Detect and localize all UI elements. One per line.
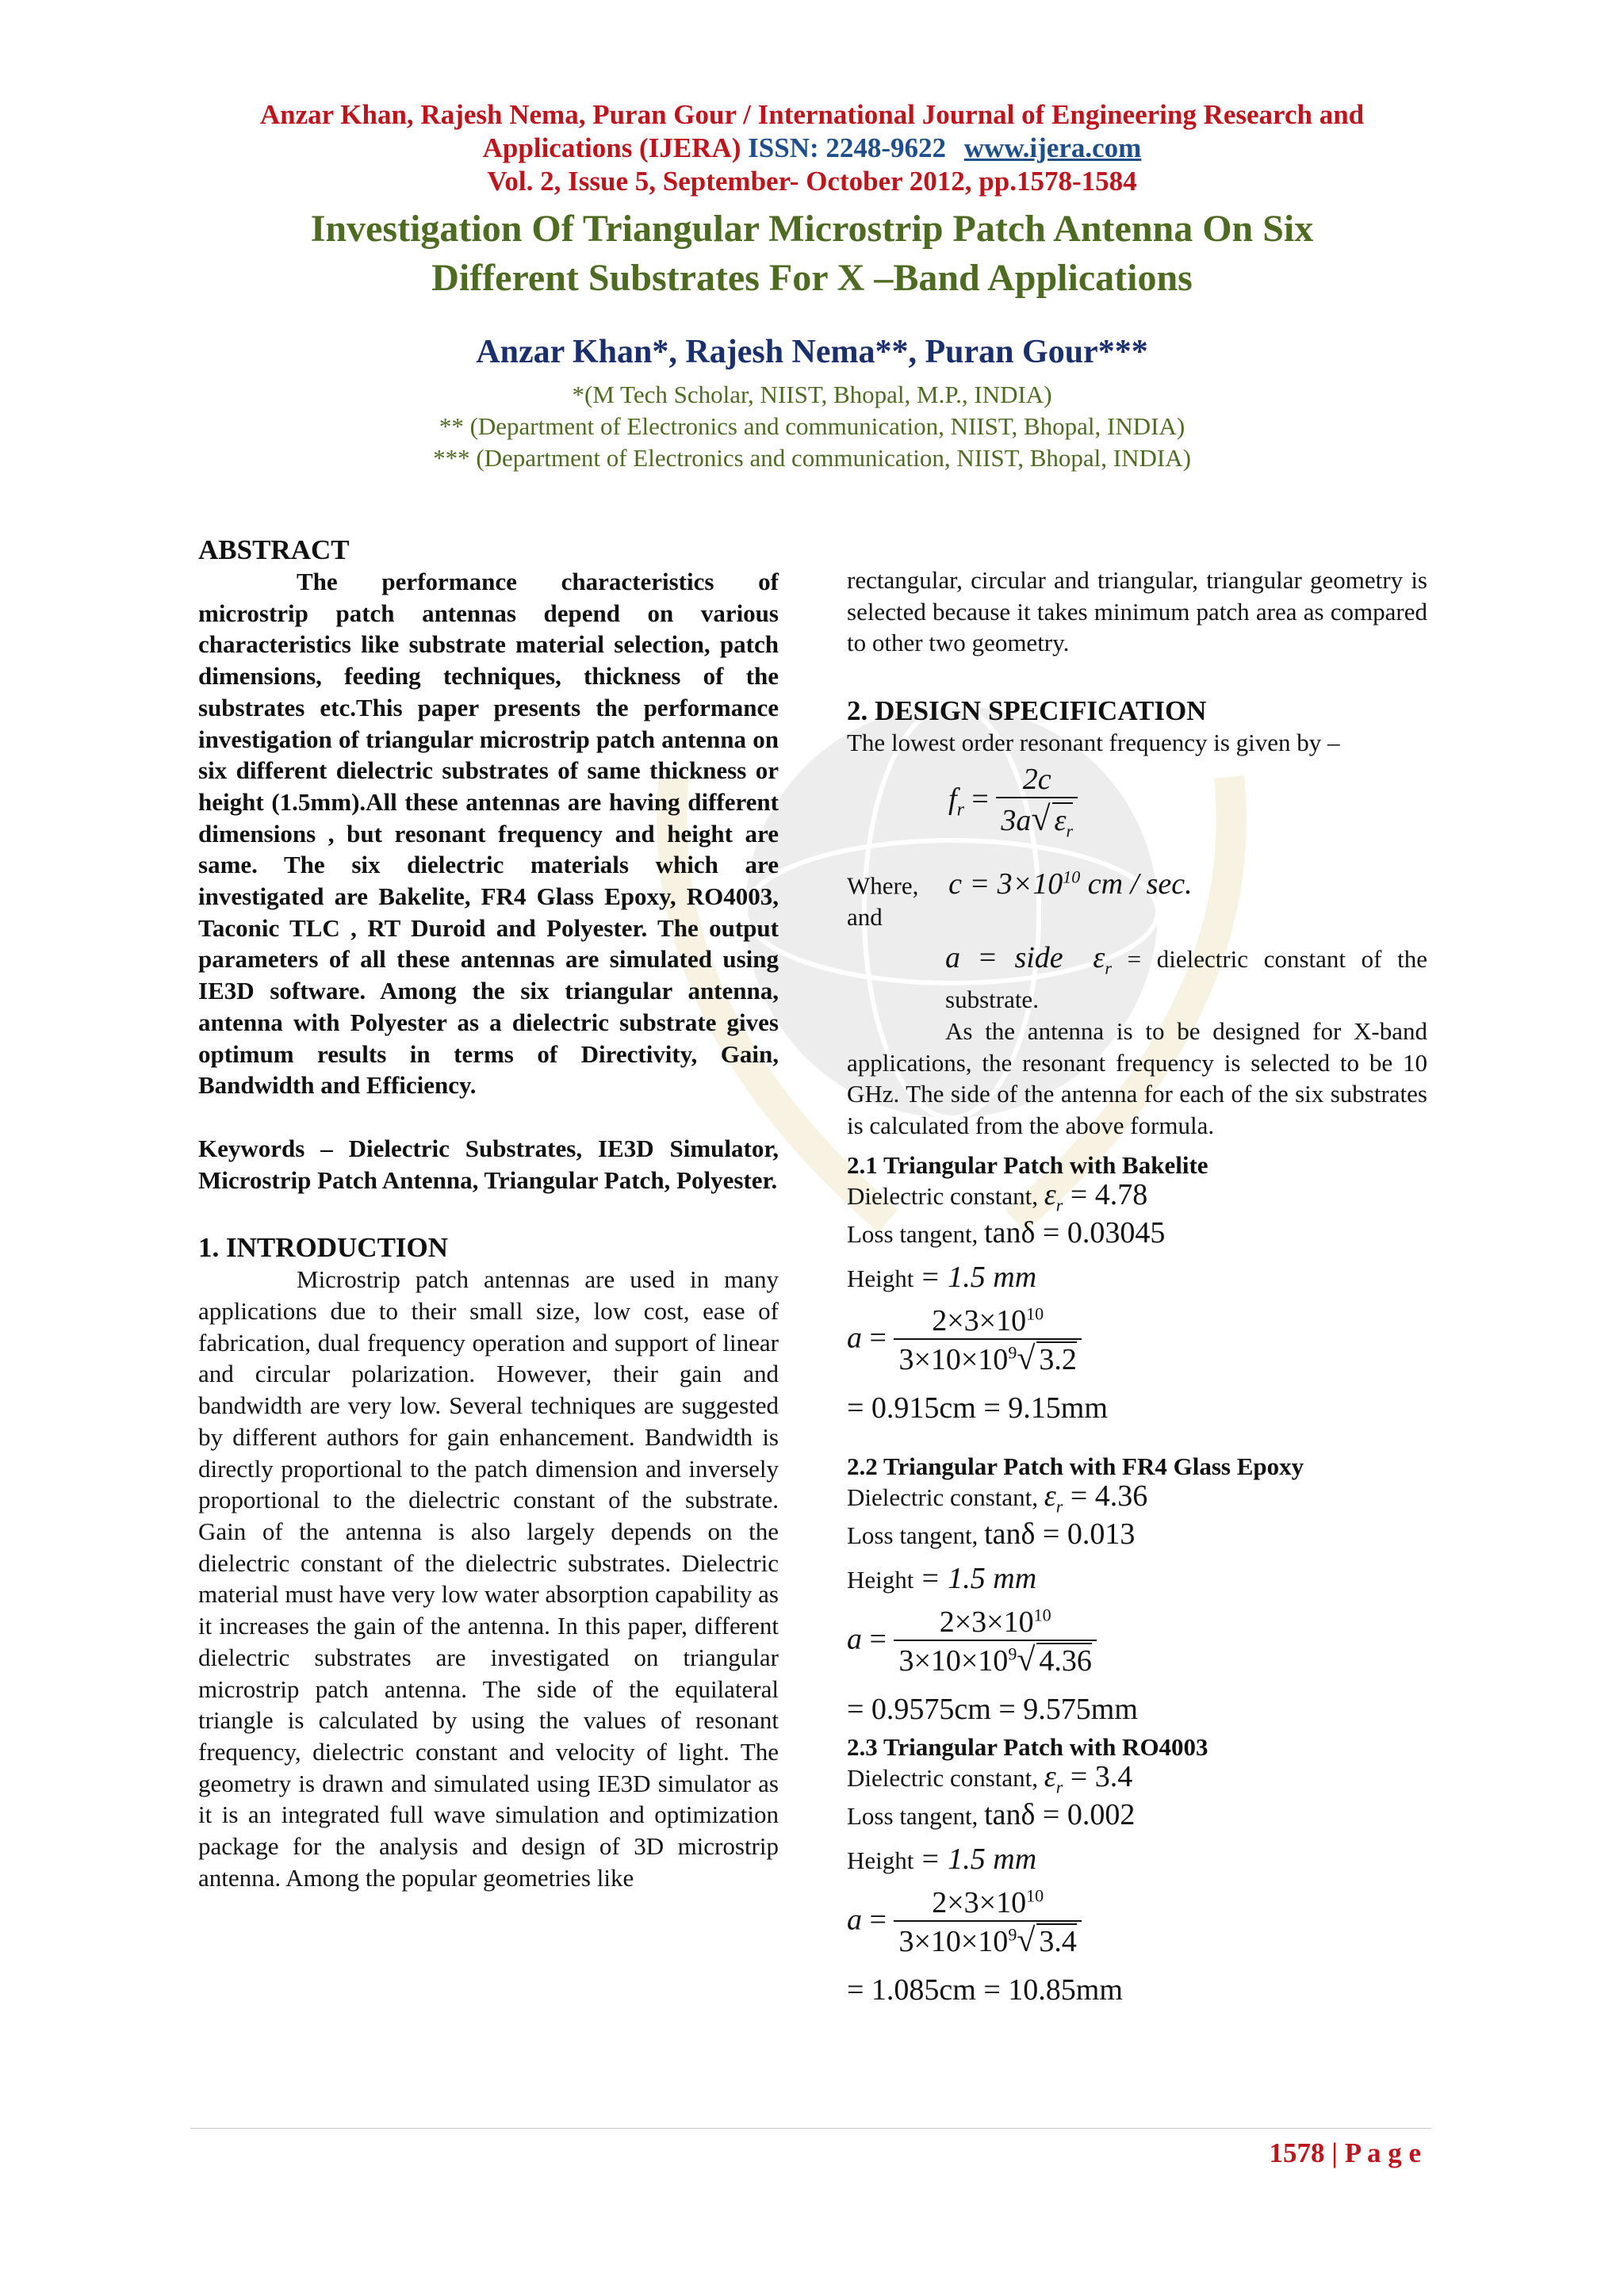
loss-tangent: Loss tangent, tanδ = 0.03045 [847,1215,1166,1249]
affiliation-1: *(M Tech Scholar, NIIST, Bhopal, M.P., INDIA) [572,381,1052,408]
variable-definitions: a = side $\varepsilon_r$ = dielectric constant of the substrate. [945,940,1428,1014]
introduction-body: Microstrip patch antennas are used in many applications due to their small size, low cost, ease of fabrication, dual frequency operation and support of linear and circular polarization. However, their gain and bandwidth are very low. Several techniques are suggested by different authors for gain enhancement. Bandwidth is directly proportional to the patch dimension and inversely proportional to the dielectric constant of the substrate. Gain of the antenna is also largely depends on the dielectric constant of the dielectric substrates. Dielectric material must have very low water absorption capability as it increases the gain of the antenna. In this paper, different dielectric substrates are investigated on triangular microstrip patch antenna. The side of the equilateral triangle is calculated by using the values of resonant frequency, dielectric constant and velocity of light. The geometry is drawn and simulated using IE3D simulator as it is an integrated full wave simulation and optimization package for the analysis and design of 3D microstrip antenna. Among the popular geometries like [198,1265,779,1892]
loss-tangent: Loss tangent, tanδ = 0.002 [847,1797,1136,1831]
dielectric-constant: Dielectric constant, $\varepsilon_r = 4.78$ [847,1177,1148,1215]
affiliation-3: *** (Department of Electronics and communication, NIIST, Bhopal, INDIA) [433,444,1191,472]
keywords: Keywords – Dielectric Substrates, IE3D Simulator, Microstrip Patch Antenna, Triangular Patch, Polyester. [198,1134,779,1194]
journal-header [0,98,1624,198]
substrate-section [847,1151,1427,1432]
title-line-1: Investigation Of Triangular Microstrip Patch Antenna On Six [310,208,1314,250]
left-column [198,534,779,1893]
substrate-section [847,1452,1427,1733]
design-paragraph: As the antenna is to be designed for X-band applications, the resonant frequency is selected to be 10 GHz. The side of the antenna for each of the six substrates is calculated from the above formula. [847,1016,1427,1139]
side-result: = 1.085cm = 10.85mm [847,1973,1123,2007]
dielectric-constant: Dielectric constant, $\varepsilon_r = 3.4$ [847,1759,1133,1797]
section-heading: 2.1 Triangular Patch with Bakelite [847,1150,1208,1179]
substrate-section [847,1733,1427,2014]
height-value: Height = 1.5 mm [847,1842,1037,1876]
resonant-frequency-formula: $f_r$ = $\frac{2c}{3a√ \varepsilon_r}$ [948,762,1427,855]
side-formula: a = $\frac{2\times 3\times 10^{10}}{3\times 10\times 10^9√ 4.36}$ [847,1605,1427,1692]
side-result: = 0.915cm = 9.15mm [847,1391,1108,1425]
header-line-1: Anzar Khan, Rajesh Nema, Puran Gour / International Journal of Engineering Research and [259,99,1365,130]
side-result: = 0.9575cm = 9.575mm [847,1692,1138,1726]
section-heading: 2.2 Triangular Patch with FR4 Glass Epoxy [847,1452,1304,1480]
footer-rule [190,2128,1431,2129]
abstract-body: The performance characteristics of microstrip patch antennas depend on various characteristics like substrate material selection, patch dimensions, feeding techniques, thickness of the substrates etc.This paper presents the performance investigation of triangular microstrip patch antenna on six different dielectric substrates of same thickness or height (1.5mm).All these antennas are having different dimensions , but resonant frequency and height are same. The six dielectric materials which are investigated are Bakelite, FR4 Glass Epoxy, RO4003, Taconic TLC , RT Duroid and Polyester. The output parameters of all these antennas are simulated using IE3D software. Among the six triangular antenna, antenna with Polyester as a dielectric substrate gives optimum results in terms of Directivity, Gain, Bandwidth and Efficiency. [198,568,779,1100]
height-value: Height = 1.5 mm [847,1561,1037,1595]
journal-url-link[interactable]: www.ijera.com [963,132,1142,163]
introduction-heading: 1. INTRODUCTION [198,1232,449,1264]
affiliation-2: ** (Department of Electronics and communication, NIIST, Bhopal, INDIA) [439,412,1185,440]
abstract-heading: ABSTRACT [198,534,350,565]
right-column [847,564,1427,2014]
design-lead: The lowest order resonant frequency is given by – [847,729,1340,757]
where-line: Where, $c = 3\times 10^{10}$ cm / sec. [847,867,1193,901]
author-list: Anzar Khan*, Rajesh Nema**, Puran Gour*** [476,334,1148,370]
section-heading: 2.3 Triangular Patch with RO4003 [847,1732,1208,1761]
side-formula: a = $\frac{2\times 3\times 10^{10}}{3\times 10\times 10^9√ 3.4}$ [847,1885,1427,1973]
substrate-sections [847,1151,1427,2014]
height-value: Height = 1.5 mm [847,1260,1037,1294]
header-issn: ISSN: 2248-9622 [748,132,947,163]
header-volume: Vol. 2, Issue 5, September- October 2012, pp.1578-1584 [487,166,1137,197]
loss-tangent: Loss tangent, tanδ = 0.013 [847,1517,1136,1551]
dielectric-constant: Dielectric constant, $\varepsilon_r = 4.36$ [847,1479,1148,1517]
side-formula: a = $\frac{2\times 3\times 10^{10}}{3\times 10\times 10^9√ 3.2}$ [847,1303,1427,1391]
intro-continuation: rectangular, circular and triangular, triangular geometry is selected because it takes minimum patch area as compared to other two geometry. [847,566,1427,657]
design-heading: 2. DESIGN SPECIFICATION [847,695,1207,727]
page-number: 1578 | P a g e [1269,2137,1421,2168]
header-journal-name: Applications (IJERA) [482,132,741,163]
paper-title [0,205,1624,303]
and-label: and [847,903,883,932]
affiliations [0,379,1624,474]
title-line-2: Different Substrates For X –Band Applications [431,257,1193,299]
